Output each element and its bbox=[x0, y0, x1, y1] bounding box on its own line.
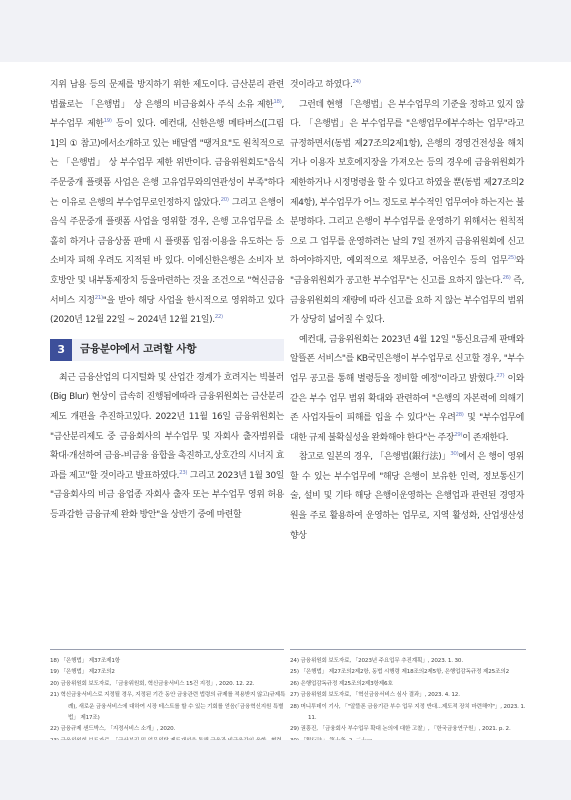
text-line: 여 운영하는 업무로, 지역 활성화, 산업생산성 향상 bbox=[290, 511, 524, 541]
text-line: 지위 남용 등의 문제를 방지하기 위한 제도이다. 금 bbox=[50, 80, 240, 90]
paragraph bbox=[50, 369, 284, 526]
text-line: 산분리 관련 법률로는 「은행법」 상 은행의 비금융회 bbox=[50, 80, 284, 110]
paragraph bbox=[290, 76, 524, 96]
text-fragment: 등이 있다. bbox=[111, 119, 156, 130]
text-line: 과감한 금융규제 완화 방안"을 상반기 중에 마련할 bbox=[58, 509, 242, 520]
text-line: (2020년 12월 22일 ~ 2024년 12월 21일). bbox=[50, 315, 215, 326]
footnote: 29) 권흥진, 「금융회사 부수업무 확대 논의에 대한 고찰」, 「한국금융연구원」, 2021. p. 2. bbox=[290, 726, 511, 733]
text-line: 한 인력, 정보통신기술, 설비 및 기타 해당 은행이 bbox=[290, 471, 524, 502]
footnote-ref[interactable]: 22) bbox=[214, 314, 223, 321]
text-fragment: 이와 같은 부수 bbox=[290, 373, 524, 404]
text-line: 는다. bbox=[483, 275, 503, 286]
text-fragment: 그리고 은행이 음식 주문중개 bbox=[50, 197, 284, 228]
footnote: 19) 「은행법」 제27조의2 bbox=[50, 669, 115, 676]
text-line: 지 않는 부수업무의 범위가 상당히 넓어질 수 있다. bbox=[290, 295, 524, 326]
footnote: 28) 머니투데이 기사, 「"알뜰폰 금융기관 부수 업무 지정 반대...제도적 장치 마련해야"」, 2023. 1. 11. bbox=[290, 703, 526, 722]
text-fragment: 와 bbox=[515, 256, 524, 267]
text-line: 융업종 자회사 출자 또는 부수업무 영위 허용 등 bbox=[50, 490, 285, 520]
text-line: 금제 판매와 알뜰폰 서비스"를 KB국민은행이 부수 bbox=[290, 334, 525, 365]
footnote: 25) 「은행법」 제27조의2제2항, 동법 시행령 제18조의2제5항, 은행업감독규정 제25조의2 bbox=[290, 669, 509, 676]
text-line: 마련하는 것을 조건으로 "혁신금융서비스 지정 bbox=[50, 275, 284, 306]
text-line: 하지만, 예외적으로 채무보증, 어음인수 등의 업무 bbox=[314, 256, 508, 267]
text-line: "금융위원회가 공고한 부수업무"는 신고를 요하지 않 bbox=[290, 275, 484, 286]
text-line: "음식 주문중개 플랫폼 사업은 은행 고유업무와의 bbox=[50, 158, 284, 188]
text-line: 는 주장 bbox=[426, 432, 455, 443]
section-number-badge: 3 bbox=[50, 339, 72, 361]
footnote: 18) 「은행법」 제37조제1항 bbox=[50, 658, 120, 664]
text-line: 제도 중 금융회사의 부수업무 및 자회사 출자범위 bbox=[86, 431, 276, 442]
text-line: 인정하지 않았다. bbox=[157, 197, 221, 208]
footnote: 22) 금융규제 샌드박스, 「지정서비스 소개」, 2020. bbox=[50, 726, 176, 733]
page-footer-band bbox=[0, 740, 571, 800]
section-heading bbox=[50, 339, 284, 361]
text-fragment: 즉, 금융위원회의 재량에 따라 신고를 요하 bbox=[290, 275, 524, 306]
footnote: 21) 혁신금융서비스로 지정될 경우, 지정된 기간 동안 금융관련 법령의 규제를 적용받지 않고(규제특례), 새로운 금융서비스에 대하여 시장 테스트를 할 수 있는 기회를 얻음(「금융혁신지원 특별법」 제17조) bbox=[50, 692, 286, 722]
footnote-ref[interactable]: 20) bbox=[220, 196, 229, 203]
text-line: 소개하고 있는 배달앱 "땡겨요"도 원칙적으로는 「은 bbox=[50, 138, 285, 169]
paragraph bbox=[50, 76, 284, 331]
paragraph bbox=[290, 96, 524, 331]
text-line: 그런데 현행 「은행법」은 부수업무의 기준을 정하 bbox=[299, 99, 486, 110]
text-line: 상호간의 시너지 효과를 제고"할 것이라고 발표하 bbox=[50, 451, 284, 481]
text-line: 행이 영위할 수 있는 부수업무에 "해당 은행이 보유 bbox=[290, 452, 524, 482]
footnote-ref[interactable]: 27) bbox=[496, 372, 505, 379]
footnote: 27) 금융위원회 보도자료, 「혁신금융서비스 심사 결과」, 2023. 4. 12. bbox=[290, 692, 460, 699]
text-line: 하려는 날의 7일 전까지 금융위원회에 신고하여야 bbox=[290, 236, 524, 267]
left-column bbox=[50, 76, 284, 525]
text-line: 신한은행은 소비자 보호방안 및 내부통제장치 등을 bbox=[50, 256, 284, 286]
text-line: 기존 사업자들이 피해를 입을 수 있다"는 우려 bbox=[290, 393, 524, 424]
text-line: "부수업무에 대한 규제 불확실성을 완화해야 한다" bbox=[290, 413, 524, 443]
text-line: 행법」 상 부수업무 제한 위반이다. 금융위원회도 bbox=[78, 158, 264, 169]
text-line: 등을 정비할 예정"이라고 밝혔다. bbox=[373, 373, 497, 384]
text-line: 플랫폼 사업을 영위할 경우, 은행 고유업무를 소홀 bbox=[50, 217, 284, 247]
footnote: 24) 금융위원회 보도자료, 「2023년 주요업무 추진계획」, 2023. 1. 30. bbox=[290, 658, 463, 664]
section-title: 금융분야에서 고려할 사항 bbox=[80, 342, 197, 355]
footnote-ref[interactable]: 21) bbox=[94, 294, 103, 301]
text-line: 사 주식 소유 제한 bbox=[205, 99, 274, 110]
text-fragment: 이 존재한다. bbox=[462, 432, 509, 443]
text-line: 무를 운영하기 위해서는 원칙적으로 그 업무를 운영 bbox=[290, 217, 524, 247]
paragraph bbox=[290, 331, 524, 449]
footnote: 26) 은행업감독규정 제25조의2제3항제6호 bbox=[290, 680, 393, 687]
text-line: 무여야 하는지는 불분명하다. 그리고 은행이 부수업 bbox=[290, 197, 524, 228]
text-line: 였다. bbox=[160, 470, 180, 481]
text-fragment: 그리고 2023년 1월 30일 "금융회사의 비금 bbox=[50, 470, 284, 501]
text-line: 히 하거나 금융상품 판매 시 플랫폼 입점·이용을 유 bbox=[58, 236, 248, 247]
footnote-ref[interactable]: 25) bbox=[507, 255, 516, 262]
text-fragment: 및 bbox=[463, 413, 476, 424]
text-line: 참고로 일본의 경우, 「은행법(銀行法)」 bbox=[299, 452, 451, 463]
text-line: 최근 금융산업의 디지털화 및 산업간 경계가 흐 bbox=[59, 372, 232, 383]
text-line: 연관성이 부족"하다는 이유로 은행의 부수업무로 bbox=[50, 177, 284, 208]
footnote-ref[interactable]: 24) bbox=[352, 79, 361, 86]
text-line: 운영하는 은행업과 관련된 경영자원을 주로 활용하 bbox=[290, 491, 524, 522]
footnote-ref[interactable]: 29) bbox=[454, 431, 463, 438]
footnote-ref[interactable]: 30) bbox=[450, 451, 459, 458]
footnote-ref[interactable]: 19) bbox=[103, 118, 112, 125]
text-line: 을 받아 해당 사업을 한시적으로 영위하고 있다 bbox=[106, 295, 284, 306]
footnote-divider bbox=[50, 649, 284, 650]
text-fragment: , 부수업무 제한 bbox=[50, 99, 284, 130]
footnote-ref[interactable]: 28) bbox=[455, 412, 464, 419]
right-column bbox=[290, 76, 524, 546]
text-line: 예컨대, 금융위원회는 2023년 4월 12일 "통신요 bbox=[299, 334, 481, 345]
text-fragment: " bbox=[102, 295, 107, 306]
footnote: 20) 금융위원회 보도자료, 「금융위원회, 혁신금융서비스 15건 지정」, 2020. 12. 22. bbox=[50, 680, 255, 687]
page-header-band bbox=[0, 0, 571, 62]
text-line: 따라 금융위원회는 금산분리 제도 개편을 추진하고 bbox=[50, 392, 284, 422]
text-line: 지장을 가져오는 등의 경우에 금융위원회가 제한하 bbox=[290, 158, 524, 188]
text-line: 업무로 신고할 경우, "부수업무 공고를 통해 별령 bbox=[290, 354, 524, 384]
text-line: 려지는 빅블러(Big Blur) 현상이 급속히 진행됨에 bbox=[50, 372, 284, 403]
footnote-ref[interactable]: 26) bbox=[502, 274, 511, 281]
text-line: 예컨대, 신한은행 메타버스([그림 1]의 ① 참고)에서 bbox=[50, 119, 284, 149]
text-line: 조의2제4항), 부수업무가 어느 정도로 부수적인 업 bbox=[290, 177, 524, 208]
text-line: 도하는 등 소비자 피해 우려도 지적된 바 있다. 이에 bbox=[50, 236, 284, 267]
text-line: 있다. 2022년 11월 16일 금융위원회는 "금산분리 bbox=[50, 411, 285, 442]
text-line: 를 확대·개선하여 금융-비금융 융합을 촉진하고, bbox=[50, 431, 284, 462]
footnotes-right bbox=[290, 656, 526, 747]
text-line: 고 있지 않다. 「은행법」은 부수업무를 "은행업무에 bbox=[290, 99, 524, 130]
footnote-ref[interactable]: 23) bbox=[179, 469, 188, 476]
text-line: 부수하는 업무"라고 규정하면서(동법 제27조의2제1 bbox=[290, 119, 524, 149]
text-fragment: 에서 은 bbox=[458, 452, 486, 463]
footnote-ref[interactable]: 18) bbox=[273, 98, 282, 105]
footnote-divider bbox=[290, 649, 526, 650]
text-line: 것이라고 하였다. bbox=[290, 80, 353, 90]
text-line: 항), 은행의 경영건전성을 해치거나 이용자 보호에 bbox=[290, 138, 524, 169]
paragraph bbox=[290, 448, 524, 546]
text-line: 업무 범위 확대와 관련하여 "은행의 자본력에 의해 bbox=[329, 393, 516, 404]
text-line: 거나 시정명령을 할 수 있다고 하였을 뿐(동법 제27 bbox=[314, 177, 503, 188]
